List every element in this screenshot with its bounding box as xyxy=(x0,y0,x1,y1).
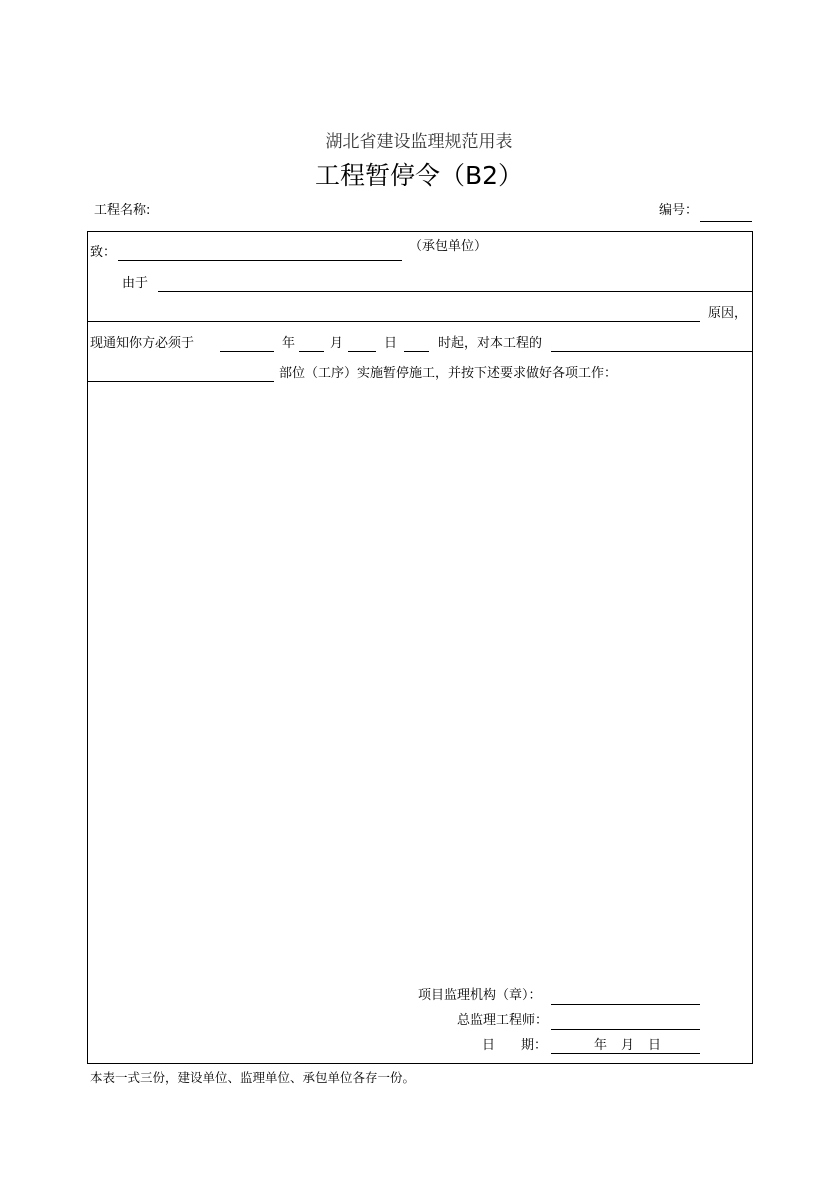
project-part-field-1[interactable] xyxy=(551,351,753,352)
contractor-hint: （承包单位） xyxy=(409,239,488,254)
signature-day-label: 日 xyxy=(648,1038,662,1053)
chief-engineer-label: 总监理工程师： xyxy=(457,1013,549,1028)
signature-year-label: 年 xyxy=(594,1038,608,1053)
contractor-field[interactable] xyxy=(118,260,402,261)
signature-month-label: 月 xyxy=(621,1038,635,1053)
time-suffix: 时起，对本工程的 xyxy=(438,336,543,351)
month-label: 月 xyxy=(330,336,344,351)
day-label: 日 xyxy=(384,336,398,351)
year-label: 年 xyxy=(282,336,296,351)
copies-note: 本表一式三份，建设单位、监理单位、承包单位各存一份。 xyxy=(90,1070,416,1085)
because-label: 由于 xyxy=(122,276,149,291)
notice-prefix: 现通知你方必须于 xyxy=(90,336,195,351)
hour-field[interactable] xyxy=(404,351,429,352)
chief-engineer-field[interactable] xyxy=(551,1029,700,1030)
date-label: 日 期： xyxy=(482,1038,548,1053)
reason-field-2[interactable] xyxy=(87,321,700,322)
to-label: 致： xyxy=(90,245,117,260)
year-field[interactable] xyxy=(220,351,274,352)
day-field[interactable] xyxy=(348,351,376,352)
supervision-org-field[interactable] xyxy=(551,1004,700,1005)
project-part-field-2[interactable] xyxy=(87,381,274,382)
month-field[interactable] xyxy=(299,351,324,352)
serial-number-field[interactable] xyxy=(700,221,752,222)
reason-suffix: 原因， xyxy=(708,306,748,321)
suspension-instruction: 部位（工序）实施暂停施工，并按下述要求做好各项工作： xyxy=(279,366,618,381)
serial-number-label: 编号： xyxy=(659,203,699,218)
requirements-area[interactable] xyxy=(90,392,748,972)
project-name-label: 工程名称: xyxy=(94,203,151,218)
reason-field-1[interactable] xyxy=(158,291,753,292)
form-title: 工程暂停令（B2） xyxy=(314,161,524,190)
form-subtitle: 湖北省建设监理规范用表 xyxy=(325,132,513,152)
supervision-org-label: 项目监理机构（章）： xyxy=(418,988,542,1003)
